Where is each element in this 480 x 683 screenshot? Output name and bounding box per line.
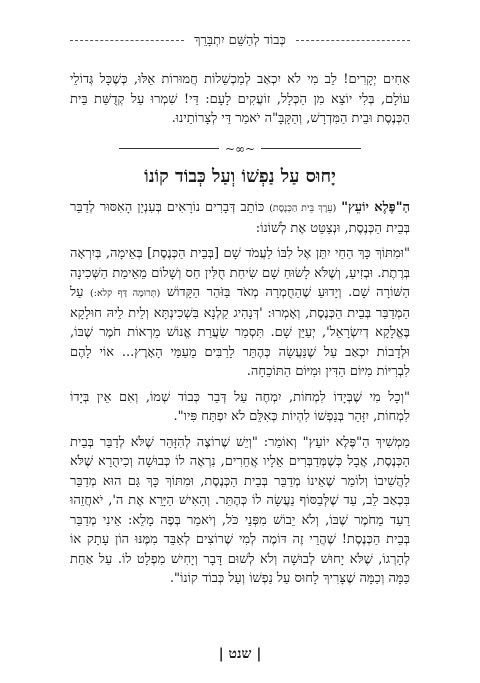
source-reference: (עֵרֶךְ בֵּית הַכְּנֶסֶת) — [269, 203, 337, 214]
paragraph-1-text: כּוֹתֵב דְּבָרִים נוֹרָאִים בְּעִנְיַן הָאִסּוּר לְדַבֵּר בְּבֵית הַכְּנֶסֶת, וּנְצַטֵּט אֶת לְשׁוֹנוֹ: — [70, 200, 410, 236]
section-divider — [70, 143, 410, 155]
header-rule-left — [70, 40, 184, 41]
source-name: הַ"פֶּלֶא יוֹעֵץ" — [341, 200, 410, 215]
header-rule-right — [296, 40, 410, 41]
intro-paragraph: אַחִים יְקָרִים! לֵב מִי לֹא יִכְאַב לְמַכְשֵׁלוֹת חֲמוּרוֹת אֵלּוּ, כְּשֶׁכָּל גְּדוֹלֵי עוֹלָם, בְּלִי יוֹצֵא מִן הַכְּלָל, זוֹעֲקִים לָעָם: דַּי! שִׁמְרוּ עַל קְדֻשַּׁת בֵּית הַכְּנֶסֶת וּבֵית הַמִּדְרָשׁ, וְהַקָּבָּ"ה יֹאמַר דַּי לְצָרוֹתֵינוּ. — [70, 72, 410, 126]
zohar-reference: (תְּרוּמָה דַּף קלא:) — [90, 288, 161, 299]
paragraph-2 — [70, 244, 410, 382]
divider-ornament-icon: ~∞~ — [224, 141, 256, 156]
running-header — [70, 32, 410, 48]
divider-line-left — [119, 148, 219, 149]
paragraph-4: מַמְשִׁיךְ הַ"פֶּלֶא יוֹעֵץ" וְאוֹמֵר: "וְיֵשׁ שֶׁרוֹצֶה לְהִזָּהֵר שֶׁלֹּא לְדַבֵּר בְּבֵית הַכְּנֶסֶת, אֲבָל כְּשֶׁמְּדַבְּרִים אֵלָיו אֲחֵרִים, נִרְאֶה לוֹ כְּבוּשָׁה וְכִיהֻרָא שֶׁלֹּא לַהֲשִׁיבוֹ וְלוֹמַר שֶׁאֵינוֹ מְדַבֵּר בְּבֵית הַכְּנֶסֶת, וּמִתּוֹךְ כָּךְ גַּם הוּא מְדַבֵּר בִּכְאַב לֵב, עַד שֶׁלְּבַסּוֹף נַעֲשָׂה לוֹ כְּהֶתֵּר. וְהָאִישׁ הַיָּרֵא אֶת ה', יֹאחֲזֵהוּ רַעַד מֵחֹמֶר שֶׁבּוֹ, וְלֹא יֵבוֹשׁ מִפְּנֵי כֹּל, וְיֹאמַר בְּפֶה מָלֵא: אֵינִי מְדַבֵּר בְּבֵית הַכְּנֶסֶת! שֶׁהֲרֵי זֶה דּוֹמֶה לְמִי שֶׁרוֹצִים לְאַבֵּד מִמֶּנּוּ הוֹן עָתָק אוֹ לְהָרְגוֹ, שֶׁלֹּא יָחוּשׁ לְבוּשָׁה וְלֹא לְשׁוּם דָּבָר וְיָחִישׁ מִפְלָט לוֹ. עַל אַחַת כַּמָּה וְכַמָּה שֶׁצָּרִיךְ לָחוּס עַל נַפְשׁוֹ וְעַל כְּבוֹד קוֹנוֹ". — [70, 434, 410, 586]
paragraph-1 — [70, 198, 410, 238]
paragraph-3: "וְכָל מִי שֶׁבְּיָדוֹ לִמְחוֹת, יִמְחֶה עַל דְּבַר כְּבוֹד שְׁמוֹ, וְאִם אֵין בְּיָדוֹ לִמְחוֹת, יִזָּהֵר בְּנַפְשׁוֹ לִהְיוֹת כְּאִלֵּם לֹא יִפְתַּח פִּיו". — [70, 389, 410, 424]
header-title: כְּבוֹד לְהַשֵּׁם יִתְבָּרֵךְ — [194, 33, 286, 48]
page-number: | שנט | — [218, 646, 262, 662]
paragraph-2-text-cont: עַל הַמְדַבֵּר בְּבֵית הַכְּנֶסֶת, וְאָמְרוּ: 'דְּנָהִיג קַלְנָא בִּשְׁכִינְתָּא וְלֵית לֵיהּ חוּלָקָא בֶּאֱלָקָא דְיִשְׂרָאֵל', יְעַיֵּן שָׁם. תִּסְמַר שַׂעֲרַת אֱנוֹשׁ מֵרְאוֹת חֹמֶר שֶׁבּוֹ, וּלְדָבוֹת יִכְאַב עַל שֶׁנַּעֲשָׂה כְּהֶתֵּר לָרַבִּים מֵעַמֵּי הָאָרֶץ... אוֹי לָהֶם לִבְרִיּוֹת מִיּוֹם הַדִּין וּמִיּוֹם הַתּוֹכֵחָה. — [70, 285, 410, 379]
divider-line-right — [261, 148, 361, 149]
section-title: יָחוּס עַל נַפְשׁוֹ וְעַל כְּבוֹד קוֹנוֹ — [144, 165, 336, 187]
page-body — [70, 70, 410, 595]
paragraph-2-text: "וּמִתּוֹךְ כָּךְ הַחַי יִתֵּן אֶל לִבּוֹ לַעֲמֹד שָׁם [בְּבֵית הַכְּנֶסֶת] בְּאֵימָה, בְּיִרְאָה בְּרֶתֶת. וּבְזִיעַ, וְשֶׁלֹּא לָשׂוּחַ שָׁם שִׂיחַת חֻלִּין חַס וְשָׁלוֹם מֵאֵימַת הַשְּׁכִינָה הַשּׁוֹרָה שָׁם. וְיָדוּעַ שֶׁהַחֻמְרָה מְאֹד בַּזֹּהַר הַקָּדוֹשׁ — [70, 246, 410, 300]
